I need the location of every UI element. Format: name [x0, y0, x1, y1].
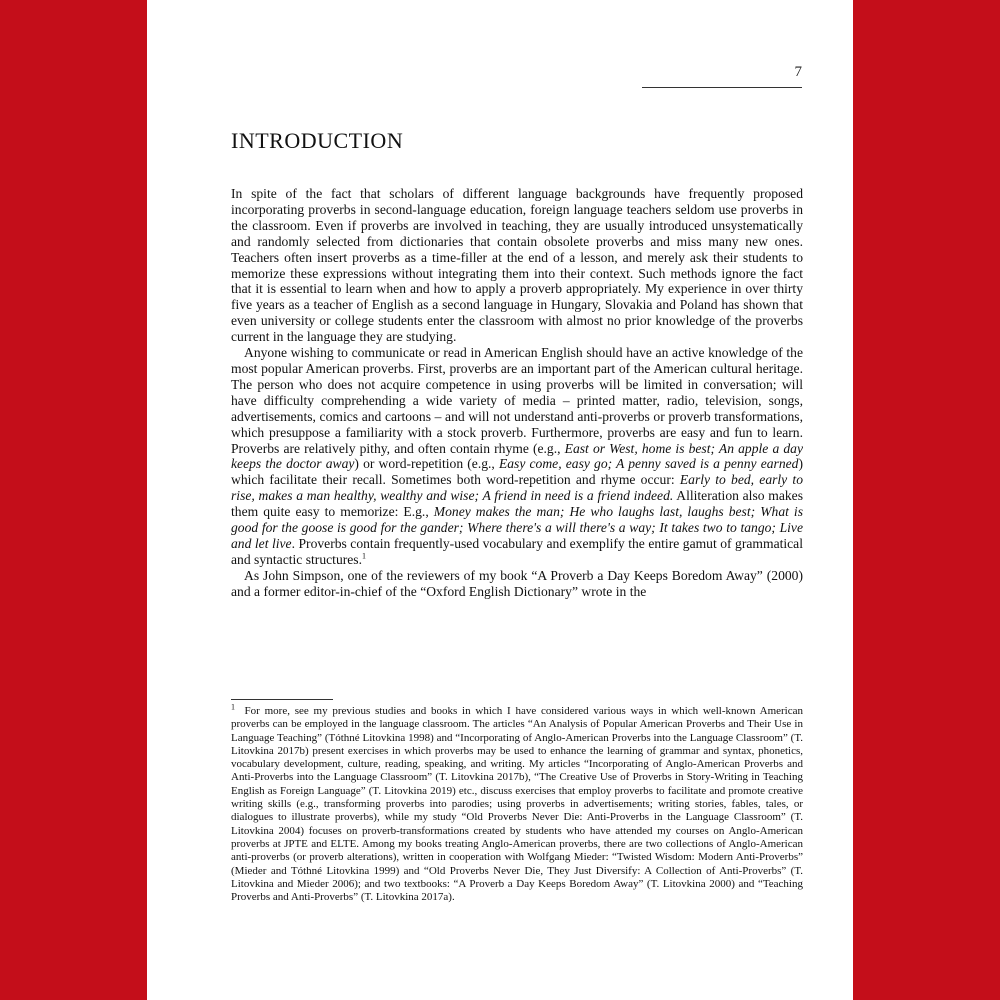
paragraph-2-text-5: . Proverbs contain frequently-used vocabulary and exemplify the entire gamut of grammatical and syntactic structures. — [231, 535, 803, 567]
paragraph-1: In spite of the fact that scholars of different language backgrounds have frequently proposed incorporating proverbs in second-language education, foreign language teachers seldom use proverbs in the classroom. Even if proverbs are involved in teaching, they are usually introduced unsystematically and randomly selected from dictionaries that contain obsolete proverbs and miss many new ones. Teachers often insert proverbs as a time-filler at the end of a lesson, and merely ask their students to memorize these expressions without integrating them into their context. Such methods ignore the fact that it is essential to learn when and how to apply a proverb appropriately. My experience in over thirty five years as a teacher of English as a second language in Hungary, Slovakia and Poland has shown that even university or college students enter the classroom with almost no prior knowledge of the proverbs current in the language they are studying. — [231, 186, 803, 345]
paragraph-2-example-2: Easy come, easy go; A penny saved is a penny earned — [498, 456, 799, 472]
paragraph-2 — [231, 345, 803, 568]
header-rule — [642, 87, 802, 88]
paragraph-2-text-1: Anyone wishing to communicate or read in American English should have an active knowledge of the most popular American proverbs. First, proverbs are an important part of the American cultural heritage. The person who does not acquire competence in using proverbs will be limited in conversation; will have difficulty comprehending a wide variety of media – printed matter, radio, television, songs, advertisements, comics and cartoons – and will not understand anti-proverbs or proverb transformations, which presuppose a familiarity with a stock proverb. Furthermore, proverbs are easy and fun to learn. Proverbs are relatively pithy, and often contain rhyme (e.g., — [231, 345, 803, 456]
chapter-title: INTRODUCTION — [231, 128, 404, 153]
paragraph-2-text-3: ) which facilitate their recall. Sometimes both word-repetition and rhyme occur: — [231, 456, 803, 488]
page-number: 7 — [794, 64, 802, 80]
paragraph-2-text-4: Alliteration also makes them quite easy to memorize: E.g., — [231, 488, 803, 520]
paragraph-2-text-2: ) or word-repetition (e.g., — [354, 456, 499, 472]
paragraph-3: As John Simpson, one of the reviewers of my book “A Proverb a Day Keeps Boredom Away” (2000) and a former editor-in-chief of the “Oxford English Dictionary” wrote in the — [231, 567, 803, 599]
footnote-text: For more, see my previous studies and books in which I have considered various ways in which well-known American proverbs can be employed in the language classroom. The articles “An Analysis of Popular American Proverbs and Their Use in Language Teaching” (Tóthné Litovkina 1998) and “Incorporating of Anglo-American Proverbs into the Language Classroom” (T. Litovkina 2017b) present exercises in which proverbs may be used to enhance the learning of grammar and syntax, phonetics, vocabulary development, culture, reading, speaking, and writing. My articles “Incorporating of Anglo-American Proverbs and Anti-Proverbs into the Language Classroom” (T. Litovkina 2017b), “The Creative Use of Proverbs in Story-Writing in Teaching English as Foreign Language” (T. Litovkina 2019) etc., discuss exercises that employ proverbs to facilitate and promote creative writing skills (e.g., transforming proverbs into parodies; using proverbs in advertisements; writing stories, fables, tales, or dialogues to illustrate proverbs), while my study “Old Proverbs Never Die: Anti-Proverbs in the Language Classroom” (T. Litovkina 2004) focuses on proverb-transformations created by students who have attended my courses on Anglo-American proverbs at JPTE and ELTE. Among my books treating Anglo-American proverbs, there are two collections of Anglo-American anti-proverbs (or proverb alterations), written in cooperation with Wolfgang Mieder: “Twisted Wisdom: Modern Anti-Proverbs” (Mieder and Tóthné Litovkina 1999) and “Old Proverbs Never Die, They Just Diversify: A Collection of Anti-Proverbs” (T. Litovkina and Mieder 2006); and two textbooks: “A Proverb a Day Keeps Boredom Away” (T. Litovkina 2000) and “Teaching Proverbs and Anti-Proverbs” (T. Litovkina 2017a). — [231, 705, 803, 904]
book-page — [147, 0, 853, 1000]
footnote-rule — [231, 699, 333, 700]
footnote-marker: 1 — [231, 702, 235, 712]
footnote-reference[interactable]: 1 — [362, 551, 366, 561]
body-text — [231, 186, 803, 600]
paragraph-2-example-4: Money makes the man; He who laughs last, laughs best; What is good for the goose is good for the gander; Where there's a will there's a way; It takes two to tango; Live and let live — [231, 504, 803, 551]
footnote — [231, 702, 803, 904]
paragraph-2-example-3: Early to bed, early to rise, makes a man healthy, wealthy and wise; A friend in need is a friend indeed. — [231, 472, 803, 504]
paragraph-2-example-1: East or West, home is best; An apple a day keeps the doctor away — [231, 440, 803, 472]
